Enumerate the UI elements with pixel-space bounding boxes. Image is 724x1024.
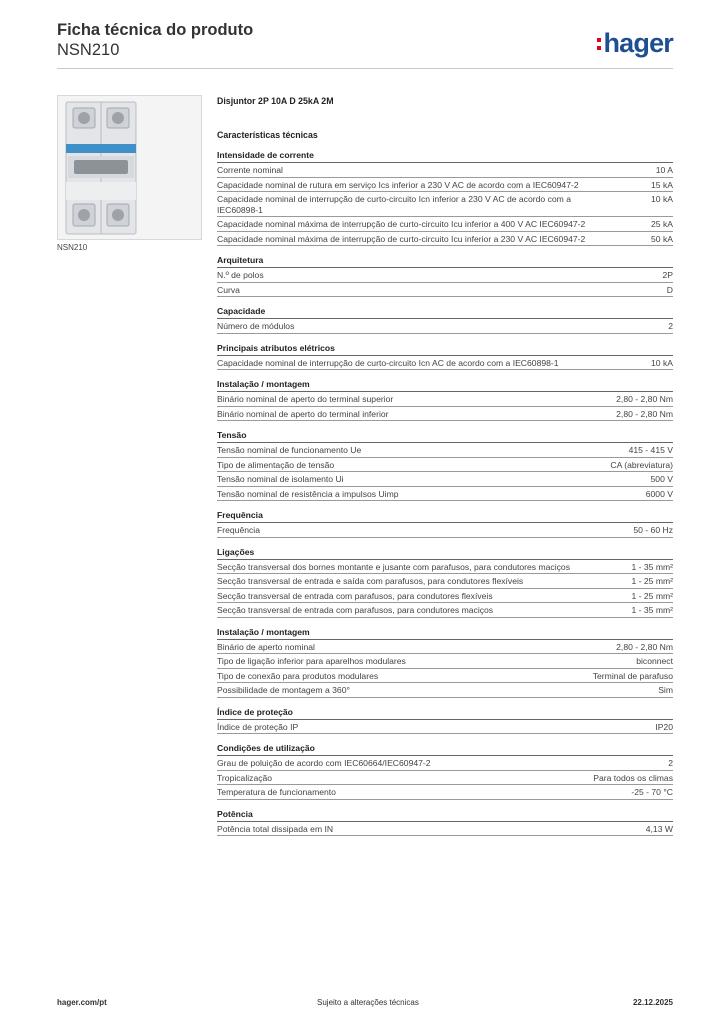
spec-value: 10 kA xyxy=(651,194,673,204)
spec-label: Secção transversal dos bornes montante e jusante com parafusos, para condutores maciços xyxy=(217,561,571,572)
spec-value: -25 - 70 °C xyxy=(631,787,673,797)
spec-value: D xyxy=(666,284,673,295)
image-caption: NSN210 xyxy=(57,243,88,252)
spec-label: Capacidade nominal de interrupção de curto-circuito Icn inferior a 230 V AC de acordo com a IEC60898-1 xyxy=(217,194,571,215)
spec-row xyxy=(217,217,673,232)
spec-label: Tipo de ligação inferior para aparelhos modulares xyxy=(217,656,406,666)
spec-label: Curva xyxy=(217,284,240,295)
spec-value: IP20 xyxy=(655,721,673,732)
spec-row xyxy=(217,356,673,371)
spec-section xyxy=(217,743,673,800)
spec-row xyxy=(217,472,673,487)
spec-row xyxy=(217,560,673,575)
spec-section-title: Instalação / montagem xyxy=(217,379,673,392)
spec-label: Secção transversal de entrada com parafusos, para condutores maciços xyxy=(217,605,494,615)
spec-section-title: Tensão xyxy=(217,430,673,443)
spec-content xyxy=(217,96,673,845)
spec-section xyxy=(217,255,673,297)
spec-value: 10 A xyxy=(655,165,673,175)
spec-value: 2P xyxy=(662,270,673,280)
spec-row xyxy=(217,163,673,178)
spec-value: Sim xyxy=(658,685,673,695)
spec-section-title: Frequência xyxy=(217,510,673,523)
spec-row xyxy=(217,407,673,422)
page-header xyxy=(57,20,673,60)
spec-section-title: Intensidade de corrente xyxy=(217,150,673,163)
footer-date: 22.12.2025 xyxy=(632,998,673,1007)
spec-row xyxy=(217,443,673,458)
spec-row xyxy=(217,523,673,538)
spec-label: Corrente nominal xyxy=(217,165,283,175)
spec-value: 1 - 35 mm² xyxy=(631,561,673,572)
spec-section xyxy=(217,430,673,501)
spec-value: Terminal de parafuso xyxy=(592,670,673,681)
spec-value: 1 - 35 mm² xyxy=(631,605,673,615)
spec-section xyxy=(217,707,673,735)
footer-disclaimer: Sujeito a alterações técnicas xyxy=(317,998,419,1007)
spec-value: 2 xyxy=(668,758,673,768)
spec-row xyxy=(217,319,673,334)
spec-section xyxy=(217,343,673,371)
technical-characteristics-heading: Características técnicas xyxy=(217,130,318,140)
spec-label: Secção transversal de entrada com parafusos, para condutores flexíveis xyxy=(217,590,493,601)
spec-label: Capacidade nominal máxima de interrupção de curto-circuito Icu inferior a 400 V AC IEC60947-2 xyxy=(217,219,586,229)
spec-value: 2 xyxy=(668,321,673,331)
spec-value: 500 V xyxy=(650,474,673,484)
spec-label: Índice de proteção IP xyxy=(217,721,299,732)
spec-row xyxy=(217,785,673,800)
spec-row xyxy=(217,192,673,217)
header-divider xyxy=(57,68,673,69)
spec-value: 10 kA xyxy=(651,357,673,368)
spec-label: Tensão nominal de isolamento Ui xyxy=(217,474,344,484)
spec-label: Capacidade nominal máxima de interrupção de curto-circuito Icu inferior a 230 V AC IEC60947-2 xyxy=(217,233,586,244)
spec-label: Tipo de conexão para produtos modulares xyxy=(217,670,379,681)
logo-text: hager xyxy=(603,28,673,58)
spec-section-title: Principais atributos elétricos xyxy=(217,343,673,356)
spec-label: Binário nominal de aperto do terminal inferior xyxy=(217,408,389,419)
spec-row xyxy=(217,283,673,298)
product-name: Disjuntor 2P 10A D 25kA 2M xyxy=(217,96,334,106)
spec-value: 50 kA xyxy=(651,233,673,244)
logo-dots-icon xyxy=(597,36,601,52)
spec-row xyxy=(217,458,673,473)
spec-row xyxy=(217,487,673,502)
spec-row xyxy=(217,654,673,669)
spec-label: Capacidade nominal de rutura em serviço Ics inferior a 230 V AC de acordo com a IEC60947-2 xyxy=(217,179,579,190)
spec-row xyxy=(217,268,673,283)
circuit-breaker-image xyxy=(58,96,201,239)
spec-section-title: Índice de proteção xyxy=(217,707,673,720)
spec-section xyxy=(217,510,673,538)
spec-value: 4,13 W xyxy=(645,823,673,834)
spec-value: CA (abreviatura) xyxy=(610,459,673,470)
spec-value: 1 - 25 mm² xyxy=(631,590,673,601)
spec-value: 15 kA xyxy=(651,179,673,190)
spec-value: biconnect xyxy=(636,656,673,666)
spec-label: Tipo de alimentação de tensão xyxy=(217,459,335,470)
spec-label: Capacidade nominal de interrupção de curto-circuito Icn AC de acordo com a IEC60898-1 xyxy=(217,357,559,368)
spec-section xyxy=(217,379,673,421)
spec-label: Grau de poluição de acordo com IEC60664/IEC60947-2 xyxy=(217,758,431,768)
spec-section-title: Potência xyxy=(217,809,673,822)
spec-label: N.º de polos xyxy=(217,270,264,280)
page-title: Ficha técnica do produto xyxy=(57,21,254,39)
spec-label: Tensão nominal de funcionamento Ue xyxy=(217,445,362,455)
spec-value: 2,80 - 2,80 Nm xyxy=(616,408,673,419)
footer-website: hager.com/pt xyxy=(57,998,107,1007)
spec-row xyxy=(217,603,673,618)
spec-row xyxy=(217,822,673,837)
spec-section-title: Arquitetura xyxy=(217,255,673,268)
spec-label: Possibilidade de montagem a 360° xyxy=(217,685,350,695)
spec-row xyxy=(217,720,673,735)
spec-section xyxy=(217,306,673,334)
spec-row xyxy=(217,771,673,786)
spec-section-title: Condições de utilização xyxy=(217,743,673,756)
spec-label: Potência total dissipada em IN xyxy=(217,823,334,834)
spec-label: Frequência xyxy=(217,525,260,535)
spec-section xyxy=(217,809,673,837)
spec-label: Binário nominal de aperto do terminal superior xyxy=(217,394,394,404)
spec-value: 2,80 - 2,80 Nm xyxy=(616,641,673,652)
spec-value: 415 - 415 V xyxy=(628,445,673,455)
hager-logo xyxy=(597,28,673,59)
spec-label: Secção transversal de entrada e saída com parafusos, para condutores flexíveis xyxy=(217,576,524,586)
spec-value: 50 - 60 Hz xyxy=(633,525,673,535)
spec-label: Número de módulos xyxy=(217,321,295,331)
spec-row xyxy=(217,232,673,247)
spec-section-title: Instalação / montagem xyxy=(217,627,673,640)
spec-section xyxy=(217,547,673,618)
product-image xyxy=(57,95,202,240)
spec-row xyxy=(217,756,673,771)
spec-row xyxy=(217,589,673,604)
spec-section-title: Ligações xyxy=(217,547,673,560)
spec-row xyxy=(217,178,673,193)
spec-value: 2,80 - 2,80 Nm xyxy=(616,394,673,404)
product-reference: NSN210 xyxy=(57,41,120,59)
spec-row xyxy=(217,683,673,698)
spec-label: Temperatura de funcionamento xyxy=(217,787,336,797)
spec-row xyxy=(217,574,673,589)
spec-label: Binário de aperto nominal xyxy=(217,641,315,652)
spec-label: Tensão nominal de resistência a impulsos Uimp xyxy=(217,488,399,499)
spec-row xyxy=(217,392,673,407)
spec-value: 6000 V xyxy=(645,488,673,499)
spec-value: 1 - 25 mm² xyxy=(631,576,673,586)
spec-section xyxy=(217,627,673,698)
spec-value: Para todos os climas xyxy=(593,772,673,783)
spec-value: 25 kA xyxy=(651,219,673,229)
spec-section xyxy=(217,150,673,246)
spec-groups xyxy=(217,150,673,836)
spec-section-title: Capacidade xyxy=(217,306,673,319)
spec-row xyxy=(217,640,673,655)
spec-row xyxy=(217,669,673,684)
spec-label: Tropicalização xyxy=(217,772,273,783)
